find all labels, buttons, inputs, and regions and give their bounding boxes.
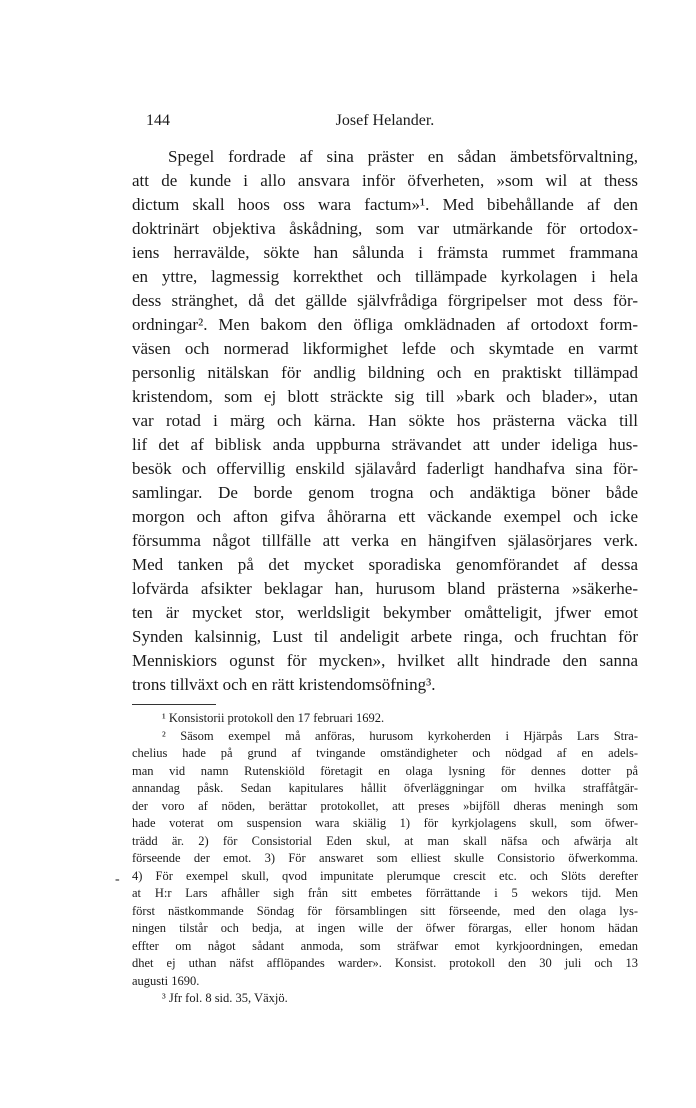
- footnote-line: dhet ej uthan näfst afflöpandes warder». Konsist. protokoll den 30 juli och 13: [132, 956, 638, 970]
- footnotes: [132, 710, 638, 1008]
- body-line: väsen och normerad likformighet lefde och skymtade en varmt: [132, 339, 638, 358]
- page-number: 144: [146, 112, 170, 129]
- body-line: dictum skall hoos oss wara factum»¹. Med bibehållande af den: [132, 195, 638, 214]
- margin-mark: -: [115, 872, 120, 887]
- body-line: lif det af biblisk anda uppburna strävandet att under ideliga hus-: [132, 435, 638, 454]
- footnote-line: der voro af nöden, berättar protokollet, att preses »bijföll dheras meningh som: [132, 798, 638, 813]
- body-line: samlingar. De borde genom trogna och andäktiga böner både: [132, 483, 638, 502]
- footnote-line: at H:r Lars afhåller sigh från sitt embetes förrättande i 5 wekors tijd. Men: [132, 886, 638, 900]
- footnote-line: ³ Jfr fol. 8 sid. 35, Växjö.: [162, 991, 288, 1005]
- body-line: dess stränghet, då det gällde självfrådiga förgripelser mot dess för-: [132, 291, 638, 310]
- body-line: doktrinärt objektiva åskådning, som var utmärkande för ortodox-: [132, 219, 638, 238]
- body-line: att de kunde i allo ansvara inför öfverheten, »som wil at thess: [132, 171, 638, 190]
- body-line: personlig nitälskan för andlig bildning och en praktiskt tillämpad: [132, 363, 638, 382]
- footnote-line: ningen tilstår och bedja, at ingen wille der öfwer förargas, eller honom hädan: [132, 921, 638, 935]
- body-line: ordningar². Men bakom den öfliga omklädnaden af ortodoxt form-: [132, 315, 638, 334]
- body-line: morgon och afton gifva åhörarna ett väckande exempel och icke: [132, 507, 638, 526]
- body-text: [132, 145, 638, 697]
- footnote-separator: [132, 704, 216, 705]
- footnote-line: trädd är. 2) för Consistorial Eden skul, at man skall näfsa och afwärja alt: [132, 833, 638, 848]
- footnote-line: 4) För exempel skull, qvod impunitate plerumque crescit etc. och Slöts derefter: [132, 868, 638, 883]
- body-line: besök och offervillig enskild själavård faderligt handhafva sina för-: [132, 459, 638, 478]
- body-line: en yttre, lagmessig korrekthet och tillämpade kyrkolagen i hela: [132, 267, 638, 286]
- body-line: kristendom, som ej blott sträckte sig till »bark och blader», utan: [132, 387, 638, 406]
- body-line: trons tillväxt och en rätt kristendomsöfning³.: [132, 675, 436, 694]
- body-line: iens herravälde, sökte han sålunda i främsta rummet frammana: [132, 243, 638, 262]
- footnote-line: chelius hade på grund af tvingande omständigheter och nödgad af en adels-: [132, 746, 638, 760]
- page-header: [132, 109, 638, 133]
- body-line: lofvärda afsikter beklagar han, hurusom bland prästerna »säkerhe-: [132, 579, 638, 598]
- footnote-line: annandag påsk. Sedan kapitulares hållit öfverläggningar om hvilka straffåtgär-: [132, 781, 638, 795]
- body-line: Synden kalsinnig, Lust til andeligit arbete ringa, och fruchtan för: [132, 627, 638, 646]
- footnote-line: först nästkommande Söndag för församblingen sitt förseende, med den olaga lys-: [132, 903, 638, 918]
- footnote-line: ² Säsom exempel må anföras, hurusom kyrkoherden i Hjärpås Lars Stra-: [162, 728, 638, 743]
- body-line: var rotad i märg och kärna. Han sökte hos prästerna väcka till: [132, 411, 638, 430]
- body-line: Med tanken på det mycket sporadiska genomförandet af dessa: [132, 555, 638, 574]
- footnote-line: ¹ Konsistorii protokoll den 17 februari 1692.: [162, 711, 385, 725]
- body-line: Menniskiors ogunst för mycken», hvilket allt hindrade den sanna: [132, 651, 638, 670]
- footnote-line: hade voterat om suspension wara skiälig 1) för kyrkjolagens skull, som öfwer-: [132, 816, 638, 830]
- body-line: Spegel fordrade af sina präster en sådan ämbetsförvaltning,: [168, 147, 638, 166]
- footnote-line: man vid namn Rutenskiöld företagit en olaga lysning för dennes dotter på: [132, 763, 638, 778]
- footnote-line: effter om något sådant anmoda, som sträfwar emot kyrkjoordningen, emedan: [132, 938, 638, 953]
- body-line: försumma något tillfälle att verka en hängifven själasörjares verk.: [132, 531, 638, 550]
- running-head: Josef Helander.: [335, 112, 435, 129]
- body-line: ten är mycket stor, werldsligit bekymber omåtteligit, jfwer emot: [132, 603, 638, 622]
- footnote-line: förseende der emot. 3) För answaret som elliest skulle Consistorio öfwerkomma.: [132, 851, 638, 865]
- footnote-line: augusti 1690.: [132, 973, 200, 988]
